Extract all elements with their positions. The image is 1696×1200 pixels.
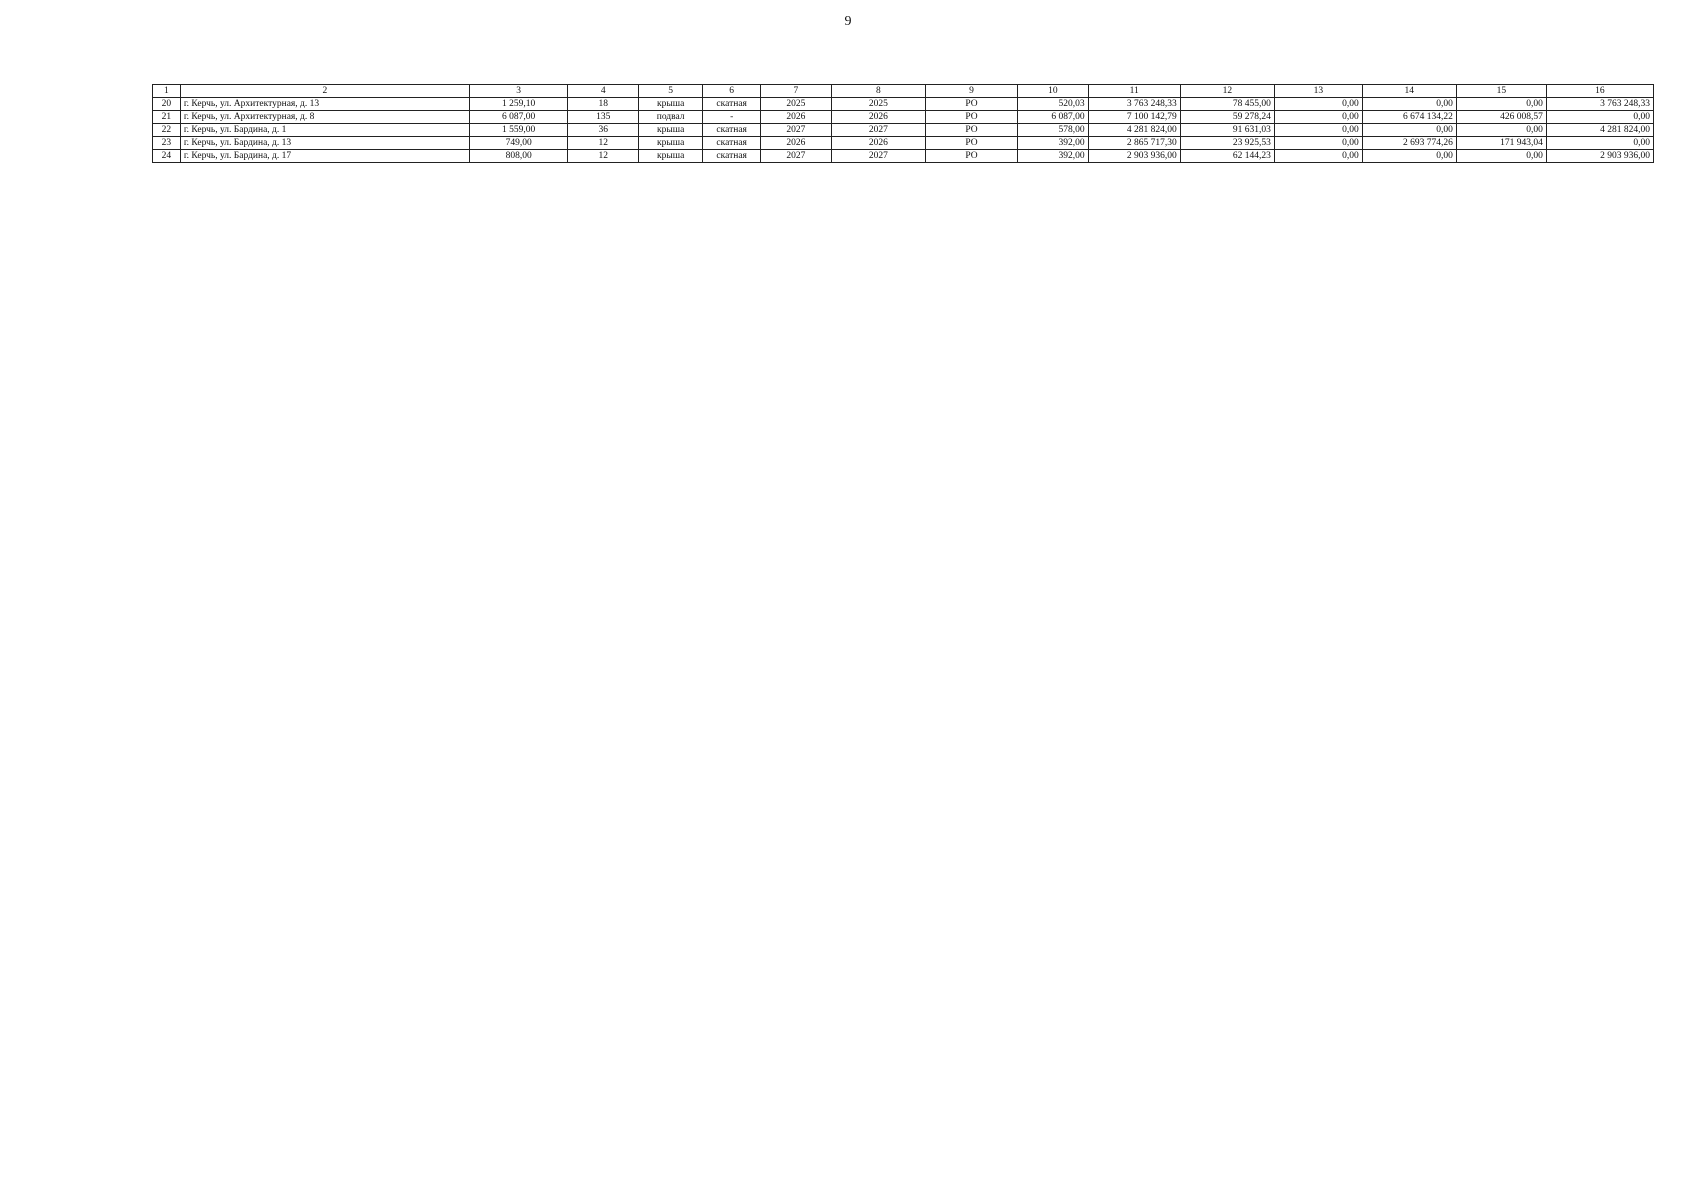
table-cell: 3 763 248,33	[1546, 98, 1653, 111]
table-cell: крыша	[639, 150, 703, 163]
table-cell: г. Керчь, ул. Архитектурная, д. 8	[180, 111, 469, 124]
table-cell: 2027	[831, 150, 925, 163]
table-cell: г. Керчь, ул. Архитектурная, д. 13	[180, 98, 469, 111]
column-number: 2	[180, 85, 469, 98]
column-number: 16	[1546, 85, 1653, 98]
table-cell: 2027	[761, 150, 832, 163]
page-number: 9	[844, 14, 852, 29]
table-cell: 78 455,00	[1180, 98, 1274, 111]
table-cell: 12	[568, 137, 639, 150]
table-cell: 171 943,04	[1456, 137, 1546, 150]
table-cell: г. Керчь, ул. Бардина, д. 1	[180, 124, 469, 137]
table-cell: 749,00	[469, 137, 567, 150]
table-cell: 24	[153, 150, 181, 163]
column-number: 10	[1018, 85, 1089, 98]
table-cell: 91 631,03	[1180, 124, 1274, 137]
table-cell: 6 087,00	[469, 111, 567, 124]
table-cell: РО	[925, 124, 1017, 137]
table-cell: 6 087,00	[1018, 111, 1089, 124]
table-cell: 2026	[831, 111, 925, 124]
table-cell: 808,00	[469, 150, 567, 163]
table-row	[153, 137, 1654, 150]
table-cell: 0,00	[1274, 124, 1362, 137]
table-cell: скатная	[703, 124, 761, 137]
table-cell: 0,00	[1456, 98, 1546, 111]
column-number: 8	[831, 85, 925, 98]
table-cell: 62 144,23	[1180, 150, 1274, 163]
table-cell: 21	[153, 111, 181, 124]
table-cell: 0,00	[1362, 150, 1456, 163]
column-number: 4	[568, 85, 639, 98]
table-cell: 0,00	[1274, 98, 1362, 111]
table-cell: 0,00	[1274, 137, 1362, 150]
table-cell: крыша	[639, 98, 703, 111]
table-cell: 2026	[761, 137, 832, 150]
table-cell: подвал	[639, 111, 703, 124]
table-cell: 23 925,53	[1180, 137, 1274, 150]
table-cell: 36	[568, 124, 639, 137]
table-cell: 426 008,57	[1456, 111, 1546, 124]
column-number: 3	[469, 85, 567, 98]
table-cell: 0,00	[1274, 150, 1362, 163]
table-cell: 2026	[761, 111, 832, 124]
table-row	[153, 124, 1654, 137]
table-cell: крыша	[639, 137, 703, 150]
table-cell: 1 259,10	[469, 98, 567, 111]
column-number: 13	[1274, 85, 1362, 98]
table-cell: 0,00	[1546, 137, 1653, 150]
table-cell: 0,00	[1274, 111, 1362, 124]
table-cell: 4 281 824,00	[1546, 124, 1653, 137]
table-cell: РО	[925, 150, 1017, 163]
table-cell: скатная	[703, 137, 761, 150]
table-cell: 1 559,00	[469, 124, 567, 137]
table-cell: РО	[925, 137, 1017, 150]
table-row	[153, 111, 1654, 124]
table-cell: 0,00	[1546, 111, 1653, 124]
table-cell: 7 100 142,79	[1088, 111, 1180, 124]
table-cell: РО	[925, 111, 1017, 124]
table-cell: крыша	[639, 124, 703, 137]
table-cell: 18	[568, 98, 639, 111]
column-number: 11	[1088, 85, 1180, 98]
table-cell: 2025	[831, 98, 925, 111]
column-number: 6	[703, 85, 761, 98]
table-cell: 2 865 717,30	[1088, 137, 1180, 150]
table-row	[153, 150, 1654, 163]
table-cell: 23	[153, 137, 181, 150]
table-cell: г. Керчь, ул. Бардина, д. 17	[180, 150, 469, 163]
table-cell: 20	[153, 98, 181, 111]
table-cell: 2 903 936,00	[1088, 150, 1180, 163]
table-cell: 392,00	[1018, 150, 1089, 163]
table-cell: 578,00	[1018, 124, 1089, 137]
table-cell: РО	[925, 98, 1017, 111]
table-cell: 2 693 774,26	[1362, 137, 1456, 150]
table-cell: 392,00	[1018, 137, 1089, 150]
table-cell: 2027	[831, 124, 925, 137]
table-cell: 3 763 248,33	[1088, 98, 1180, 111]
table-cell: 2027	[761, 124, 832, 137]
register-table	[152, 84, 1654, 163]
table-cell: 59 278,24	[1180, 111, 1274, 124]
table-cell: 2 903 936,00	[1546, 150, 1653, 163]
table-cell: 4 281 824,00	[1088, 124, 1180, 137]
table-cell: 0,00	[1456, 124, 1546, 137]
table-cell: 0,00	[1362, 98, 1456, 111]
table-cell: 520,03	[1018, 98, 1089, 111]
column-number: 5	[639, 85, 703, 98]
column-number: 1	[153, 85, 181, 98]
column-number: 9	[925, 85, 1017, 98]
table-cell: 12	[568, 150, 639, 163]
column-number: 14	[1362, 85, 1456, 98]
column-number: 15	[1456, 85, 1546, 98]
column-number: 12	[1180, 85, 1274, 98]
table-cell: 6 674 134,22	[1362, 111, 1456, 124]
column-number: 7	[761, 85, 832, 98]
table-cell: 0,00	[1362, 124, 1456, 137]
table-cell: 22	[153, 124, 181, 137]
table-cell: г. Керчь, ул. Бардина, д. 13	[180, 137, 469, 150]
table-cell: скатная	[703, 150, 761, 163]
table-cell: 2026	[831, 137, 925, 150]
table-cell: 135	[568, 111, 639, 124]
table-cell: 2025	[761, 98, 832, 111]
column-number-row	[153, 85, 1654, 98]
table-cell: 0,00	[1456, 150, 1546, 163]
table-cell: -	[703, 111, 761, 124]
table-cell: скатная	[703, 98, 761, 111]
table-body	[153, 98, 1654, 163]
table-row	[153, 98, 1654, 111]
